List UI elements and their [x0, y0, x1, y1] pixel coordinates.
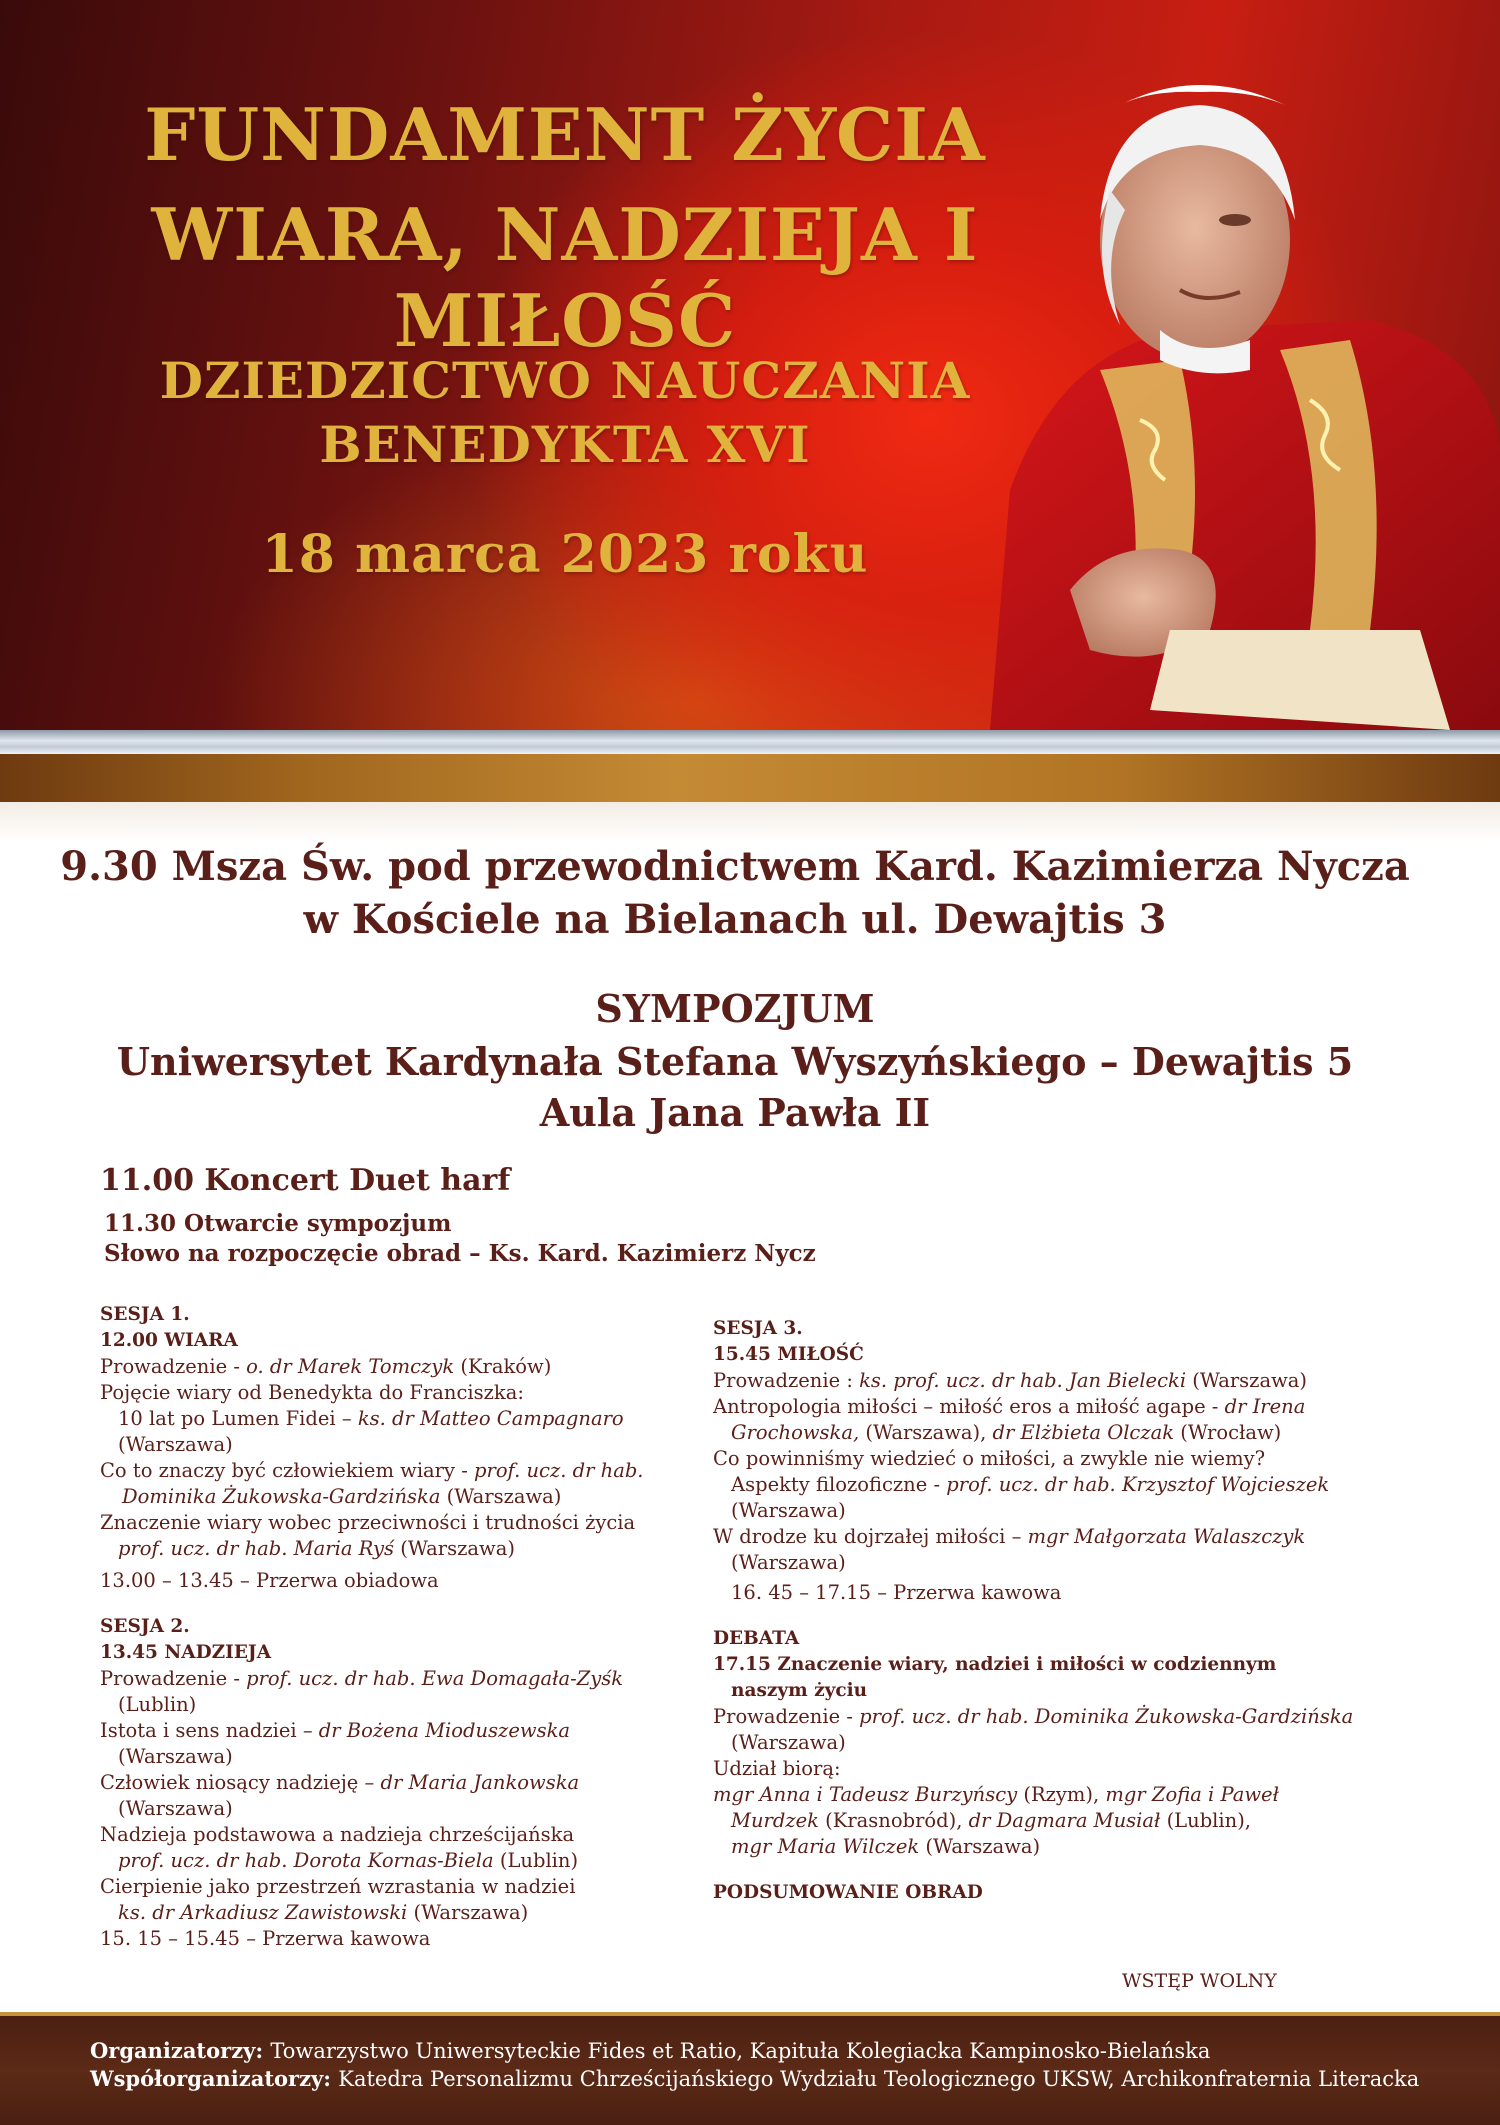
symposium-venue: Uniwersytet Kardynała Stefana Wyszyńskiego – Dewajtis 5 — [116, 1039, 1354, 1084]
session1-talk1-city: (Warszawa) — [118, 1433, 233, 1456]
session1-moderation: Prowadzenie - o. dr Marek Tomczyk (Kraków) — [100, 1355, 552, 1378]
session3-moderation: Prowadzenie : ks. prof. ucz. dr hab. Jan Bielecki (Warszawa) — [713, 1369, 1308, 1392]
right-column-program — [713, 1316, 1353, 1906]
session1-talk3-speaker: prof. ucz. dr hab. Maria Ryś (Warszawa) — [118, 1537, 515, 1560]
hero-banner — [0, 0, 1500, 730]
session2-title: 13.45 NADZIEJA — [100, 1642, 272, 1663]
session3-talk1-title: Antropologia miłości – miłość eros a miłość agape - dr Irena — [713, 1395, 1306, 1418]
debate-moderation: Prowadzenie - prof. ucz. dr hab. Dominika Żukowska-Gardzińska — [713, 1705, 1354, 1728]
mass-line2: w Kościele na Bielanach ul. Dewajtis 3 — [303, 896, 1167, 943]
pope-portrait-image — [950, 70, 1500, 730]
opening-line: 11.30 Otwarcie sympozjum — [104, 1210, 452, 1237]
free-entry-note: WSTĘP WOLNY — [1122, 1970, 1277, 1992]
session3-talk2-city: (Warszawa) — [731, 1499, 846, 1522]
session3-talk3-city: (Warszawa) — [731, 1551, 846, 1574]
debate-moderation-city: (Warszawa) — [731, 1731, 846, 1754]
main-title-line2: WIARA, NADZIEJA I MIŁOŚĆ — [151, 192, 979, 363]
debate-participants-2: Murdzek (Krasnobród), dr Dagmara Musiał (Lublin), — [731, 1809, 1252, 1832]
session2-talk1-city: (Warszawa) — [118, 1745, 233, 1768]
session2-moderation-city: (Lublin) — [118, 1693, 197, 1716]
session2-talk3-title: Nadzieja podstawowa a nadzieja chrześcijańska — [100, 1823, 575, 1846]
session1-break: 13.00 – 13.45 – Przerwa obiadowa — [100, 1569, 439, 1592]
opening-word-line: Słowo na rozpoczęcie obrad – Ks. Kard. Kazimierz Nycz — [104, 1240, 816, 1267]
session2-moderation: Prowadzenie - prof. ucz. dr hab. Ewa Domagała-Zyśk — [100, 1667, 624, 1690]
concert-line: 11.00 Koncert Duet harf — [100, 1163, 511, 1198]
session2-talk1: Istota i sens nadziei – dr Bożena Mioduszewska — [100, 1719, 571, 1742]
session1-talk3-title: Znaczenie wiary wobec przeciwności i trudności życia — [100, 1511, 636, 1534]
summary-label: PODSUMOWANIE OBRAD — [713, 1882, 983, 1903]
gold-divider — [0, 754, 1500, 802]
session2-label: SESJA 2. — [100, 1616, 190, 1637]
session2-talk4-speaker: ks. dr Arkadiusz Zawistowski (Warszawa) — [118, 1901, 529, 1924]
event-date: 18 marca 2023 roku — [261, 524, 869, 585]
debate-participants-label: Udział biorą: — [713, 1757, 841, 1780]
organizers-line: Organizatorzy: Towarzystwo Uniwersyteckie Fides et Ratio, Kapituła Kolegiacka Kampinosko-Bielańska — [90, 2038, 1211, 2063]
session3-talk3: W drodze ku dojrzałej miłości – mgr Małgorzata Walaszczyk — [713, 1525, 1306, 1548]
session3-break: 16. 45 – 17.15 – Przerwa kawowa — [731, 1581, 1062, 1604]
session2-talk4-title: Cierpienie jako przestrzeń wzrastania w nadziei — [100, 1875, 576, 1898]
subtitle-line2: BENEDYKTA XVI — [319, 415, 811, 474]
session1-label: SESJA 1. — [100, 1304, 190, 1325]
session3-title: 15.45 MIŁOŚĆ — [713, 1344, 864, 1365]
session2-break: 15. 15 – 15.45 – Przerwa kawowa — [100, 1927, 431, 1950]
fade-divider — [0, 802, 1500, 842]
symposium-hall: Aula Jana Pawła II — [539, 1090, 931, 1135]
session1-talk1-speaker: 10 lat po Lumen Fidei – ks. dr Matteo Campagnaro — [118, 1407, 624, 1430]
session3-talk2-speaker: Aspekty filozoficzne - prof. ucz. dr hab. Krzysztof Wojcieszek — [731, 1473, 1330, 1496]
silver-divider — [0, 730, 1500, 754]
session3-talk1-speakers: Grochowska, (Warszawa), dr Elżbieta Olczak (Wrocław) — [731, 1421, 1282, 1444]
session1-talk1-title: Pojęcie wiary od Benedykta do Franciszka: — [100, 1381, 524, 1404]
main-title-line1: FUNDAMENT ŻYCIA — [144, 92, 986, 177]
session3-talk2-title: Co powinniśmy wiedzieć o miłości, a zwykle nie wiemy? — [713, 1447, 1266, 1470]
debate-participants-1: mgr Anna i Tadeusz Burzyńscy (Rzym), mgr Zofia i Paweł — [713, 1783, 1279, 1806]
session1-talk2-speaker: Dominika Żukowska-Gardzińska (Warszawa) — [122, 1485, 562, 1508]
footer-banner — [0, 2012, 1500, 2125]
session2-talk2-city: (Warszawa) — [118, 1797, 233, 1820]
symposium-title: SYMPOZJUM — [595, 986, 875, 1031]
co-organizers-line: Współorganizatorzy: Katedra Personalizmu Chrześcijańskiego Wydziału Teologicznego UKSW, Archikonfraternia Literacka — [90, 2066, 1420, 2091]
session2-talk2: Człowiek niosący nadzieję – dr Maria Jankowska — [100, 1771, 580, 1794]
debate-label: DEBATA — [713, 1628, 800, 1649]
left-column-program — [100, 1302, 644, 1952]
subtitle-line1: DZIEDZICTWO NAUCZANIA — [159, 351, 971, 410]
debate-title-cont: naszym życiu — [731, 1680, 868, 1701]
session3-label: SESJA 3. — [713, 1318, 803, 1339]
mass-line1: 9.30 Msza Św. pod przewodnictwem Kard. Kazimierza Nycza — [60, 843, 1410, 890]
debate-title: 17.15 Znaczenie wiary, nadziei i miłości w codziennym — [713, 1654, 1277, 1675]
session1-talk2-title: Co to znaczy być człowiekiem wiary - prof. ucz. dr hab. — [100, 1459, 644, 1482]
session2-talk3-speaker: prof. ucz. dr hab. Dorota Kornas-Biela (Lublin) — [118, 1849, 579, 1872]
session1-title: 12.00 WIARA — [100, 1330, 238, 1351]
debate-participants-3: mgr Maria Wilczek (Warszawa) — [731, 1835, 1041, 1858]
